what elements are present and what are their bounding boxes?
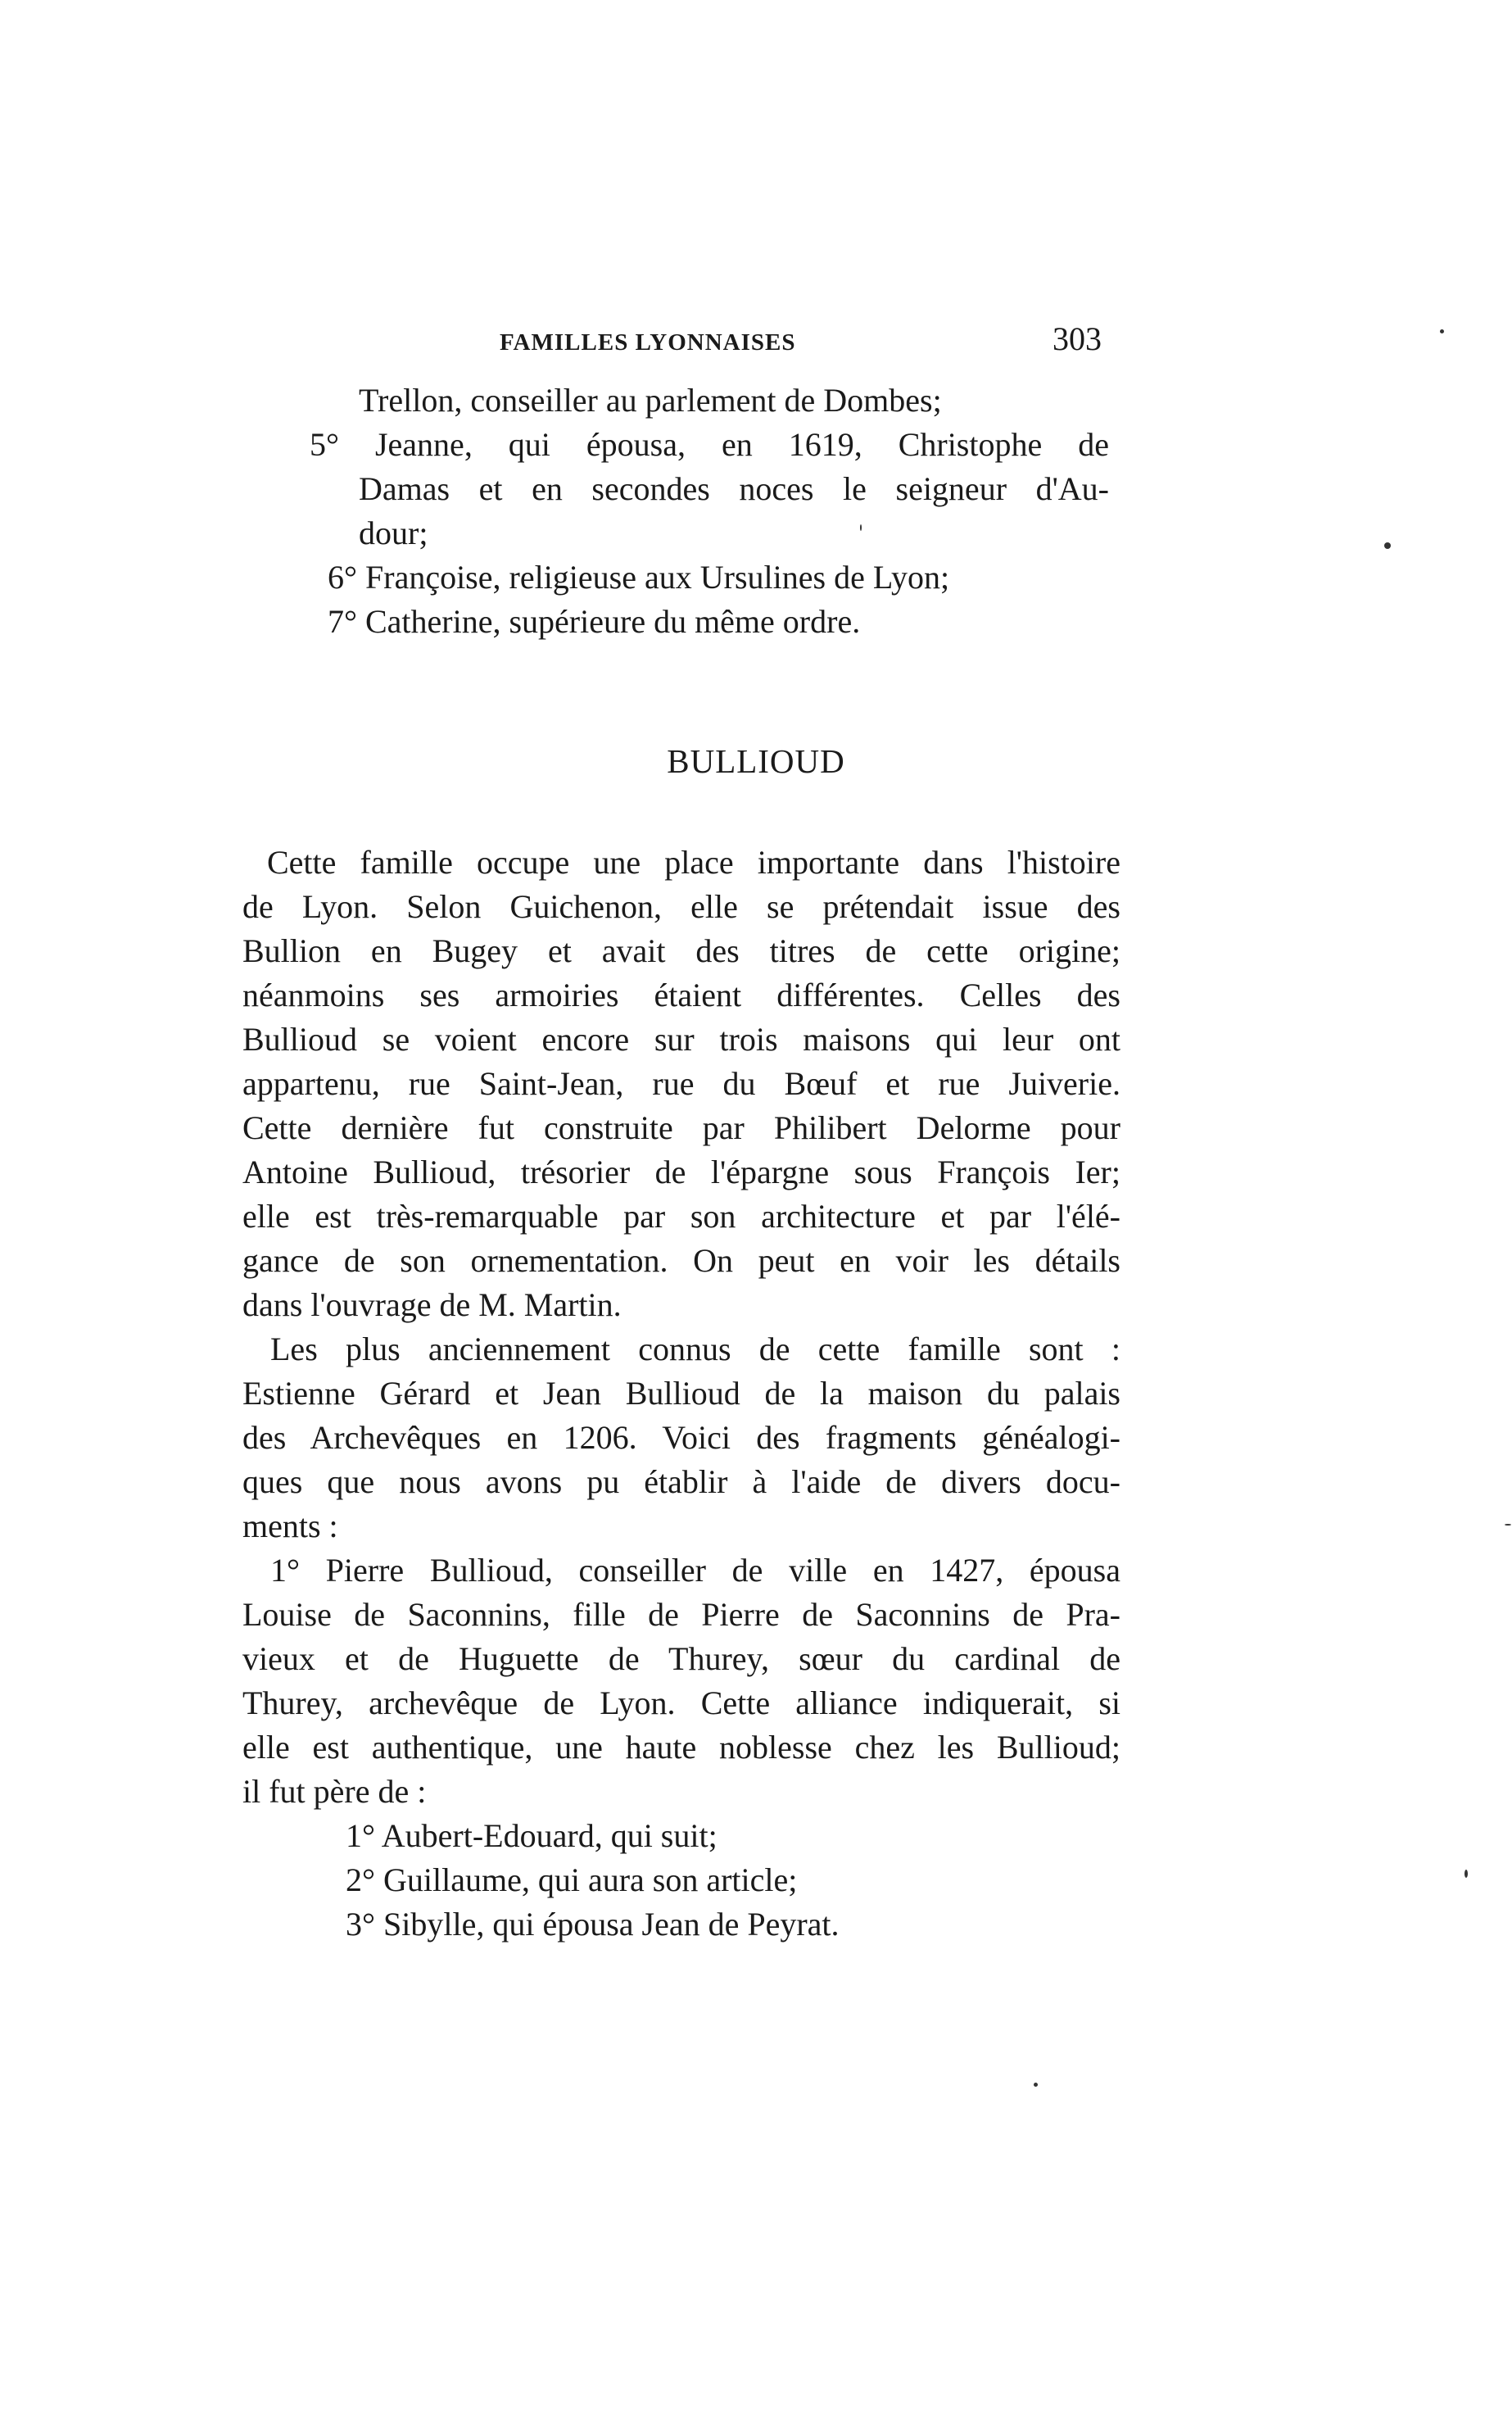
paragraph-line: Bullioud se voient encore sur trois maisons qui leur ont — [242, 1021, 1120, 1058]
intro-line: Damas et en secondes noces le seigneur d'Au- — [359, 470, 1109, 507]
paragraph-line: il fut père de : — [242, 1773, 427, 1810]
paragraph-line: Antoine Bullioud, trésorier de l'épargne sous François Ier; — [242, 1154, 1120, 1190]
paragraph-line: Les plus anciennement connus de cette famille sont : — [270, 1331, 1120, 1367]
paragraph-line: appartenu, rue Saint-Jean, rue du Bœuf et rue Juiverie. — [242, 1065, 1120, 1102]
paragraph-line: dans l'ouvrage de M. Martin. — [242, 1286, 622, 1323]
paragraph-line: vieux et de Huguette de Thurey, sœur du cardinal de — [242, 1640, 1120, 1677]
paragraph-line: des Archevêques en 1206. Voici des fragments généalogi- — [242, 1419, 1120, 1456]
scan-speck — [1034, 2083, 1038, 2087]
intro-line: dour; — [359, 515, 428, 551]
page-number: 303 — [1053, 320, 1102, 357]
scan-speck — [860, 524, 862, 531]
paragraph-line: ments : — [242, 1507, 338, 1544]
paragraph-line: Cette dernière fut construite par Philibert Delorme pour — [242, 1109, 1120, 1146]
intro-list-item: 5° Jeanne, qui épousa, en 1619, Christophe de — [310, 426, 1109, 463]
scan-speck — [1464, 1870, 1468, 1878]
paragraph-line: gance de son ornementation. On peut en voir les détails — [242, 1242, 1120, 1279]
child-list-item: 1° Aubert-Edouard, qui suit; — [346, 1817, 718, 1854]
paragraph-line: Estienne Gérard et Jean Bullioud de la maison du palais — [242, 1375, 1120, 1412]
running-title: FAMILLES LYONNAISES — [500, 329, 796, 356]
intro-list-item: 6° Françoise, religieuse aux Ursulines de Lyon; — [328, 559, 950, 596]
scan-speck — [1384, 542, 1391, 549]
paragraph-line: Louise de Saconnins, fille de Pierre de Saconnins de Pra- — [242, 1596, 1120, 1633]
paragraph-line: de Lyon. Selon Guichenon, elle se prétendait issue des — [242, 888, 1120, 925]
intro-line: Trellon, conseiller au parlement de Dombes; — [359, 382, 942, 419]
child-list-item: 2° Guillaume, qui aura son article; — [346, 1861, 798, 1898]
paragraph-line: Bullion en Bugey et avait des titres de cette origine; — [242, 932, 1120, 969]
paragraph-line: elle est très-remarquable par son architecture et par l'élé- — [242, 1198, 1120, 1235]
child-list-item: 3° Sibylle, qui épousa Jean de Peyrat. — [346, 1906, 840, 1943]
paragraph-line: Cette famille occupe une place importante dans l'histoire — [267, 844, 1120, 881]
paragraph-line: Thurey, archevêque de Lyon. Cette alliance indiquerait, si — [242, 1684, 1120, 1721]
section-title: BULLIOUD — [667, 742, 845, 780]
paragraph-line: néanmoins ses armoiries étaient différentes. Celles des — [242, 977, 1120, 1013]
paragraph-line: elle est authentique, une haute noblesse chez les Bullioud; — [242, 1729, 1120, 1766]
paragraph-line: 1° Pierre Bullioud, conseiller de ville en 1427, épousa — [270, 1552, 1120, 1589]
scan-speck — [1505, 1524, 1511, 1526]
paragraph-line: ques que nous avons pu établir à l'aide de divers docu- — [242, 1463, 1120, 1500]
intro-list-item: 7° Catherine, supérieure du même ordre. — [328, 603, 861, 640]
scan-speck — [1440, 329, 1444, 333]
